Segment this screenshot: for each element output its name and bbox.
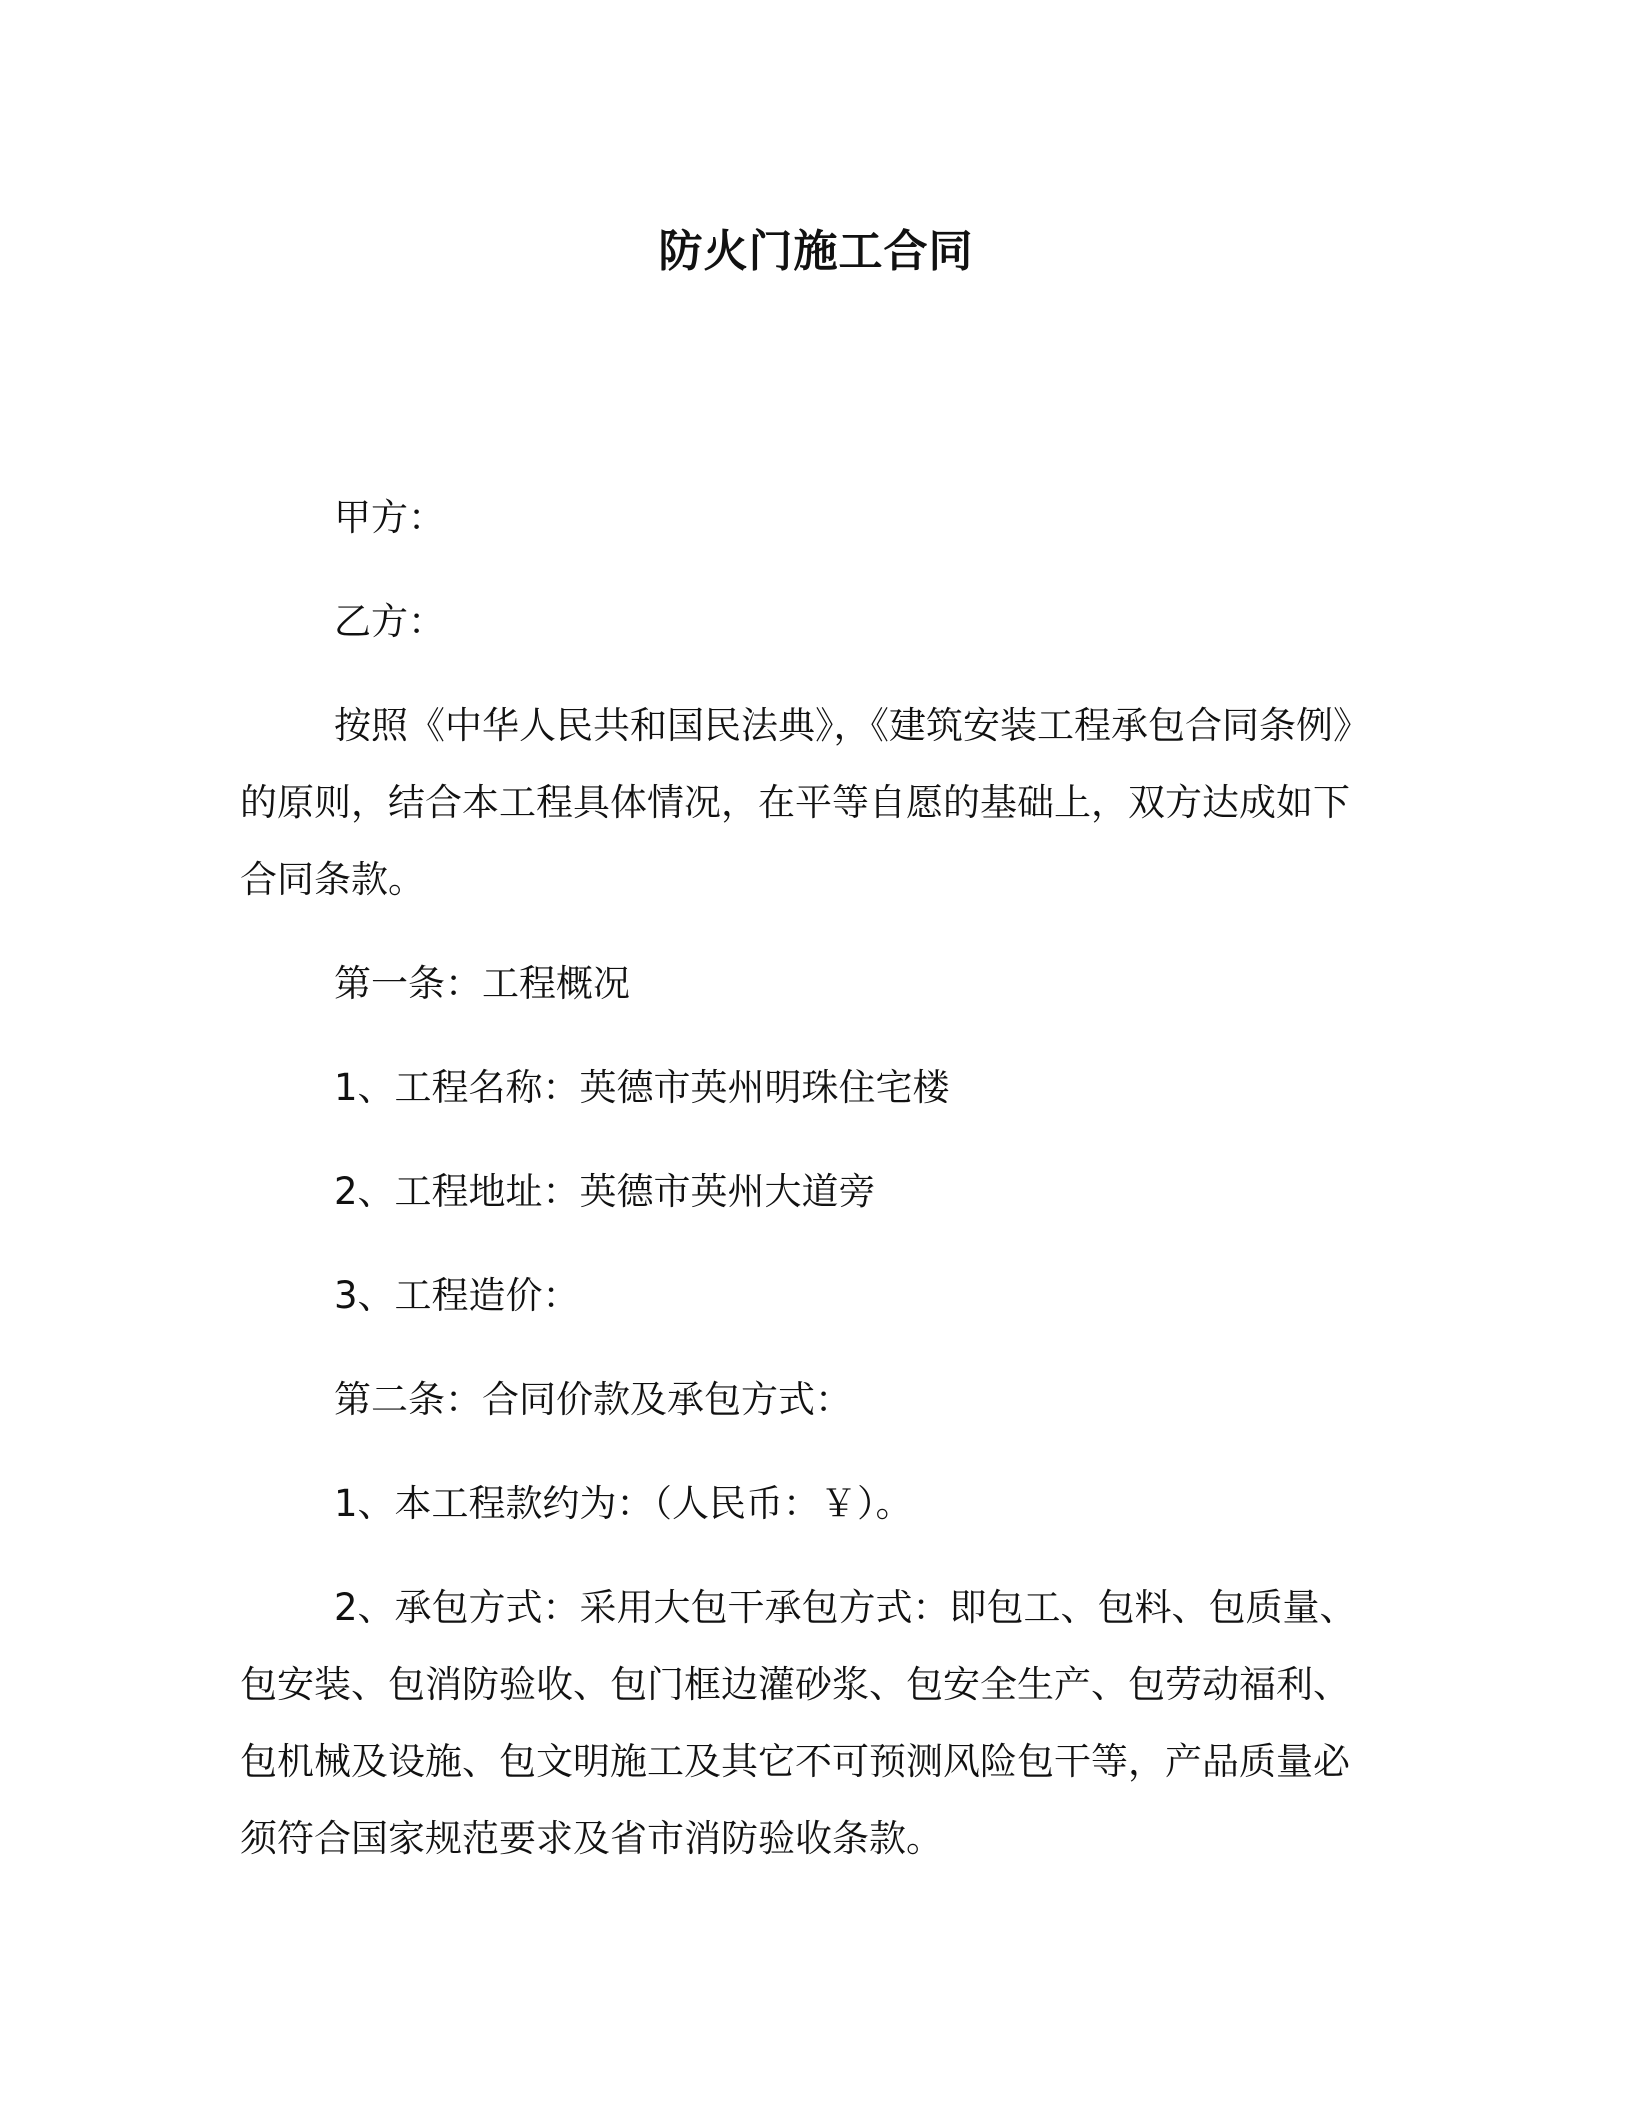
document-title: 防火门施工合同	[658, 226, 974, 277]
article-1-item-3: 3、工程造价：	[334, 1274, 580, 1317]
article-2-item-1: 1、本工程款约为：（人民币：￥）。	[334, 1482, 913, 1525]
article-1-item-1: 1、工程名称：英德市英州明珠住宅楼	[334, 1066, 950, 1109]
preamble-line-1: 按照《中华人民共和国民法典》，《建筑安装工程承包合同条例》	[334, 704, 1370, 747]
article-2-item-2-line-1: 2、承包方式：采用大包干承包方式：即包工、包料、包质量、	[334, 1586, 1357, 1629]
article-1-heading: 第一条：工程概况	[334, 962, 630, 1005]
party-b-label: 乙方：	[334, 600, 445, 643]
preamble-line-2: 的原则，结合本工程具体情况，在平等自愿的基础上，双方达成如下	[240, 781, 1350, 824]
party-a-label: 甲方：	[334, 496, 445, 539]
article-2-item-2-line-3: 包机械及设施、包文明施工及其它不可预测风险包干等，产品质量必	[240, 1740, 1350, 1783]
preamble-line-3: 合同条款。	[240, 858, 425, 901]
article-2-item-2-line-2: 包安装、包消防验收、包门框边灌砂浆、包安全生产、包劳动福利、	[240, 1663, 1350, 1706]
article-2-heading: 第二条：合同价款及承包方式：	[334, 1378, 852, 1421]
article-1-item-2: 2、工程地址：英德市英州大道旁	[334, 1170, 876, 1213]
article-2-item-2-line-4: 须符合国家规范要求及省市消防验收条款。	[240, 1817, 943, 1860]
